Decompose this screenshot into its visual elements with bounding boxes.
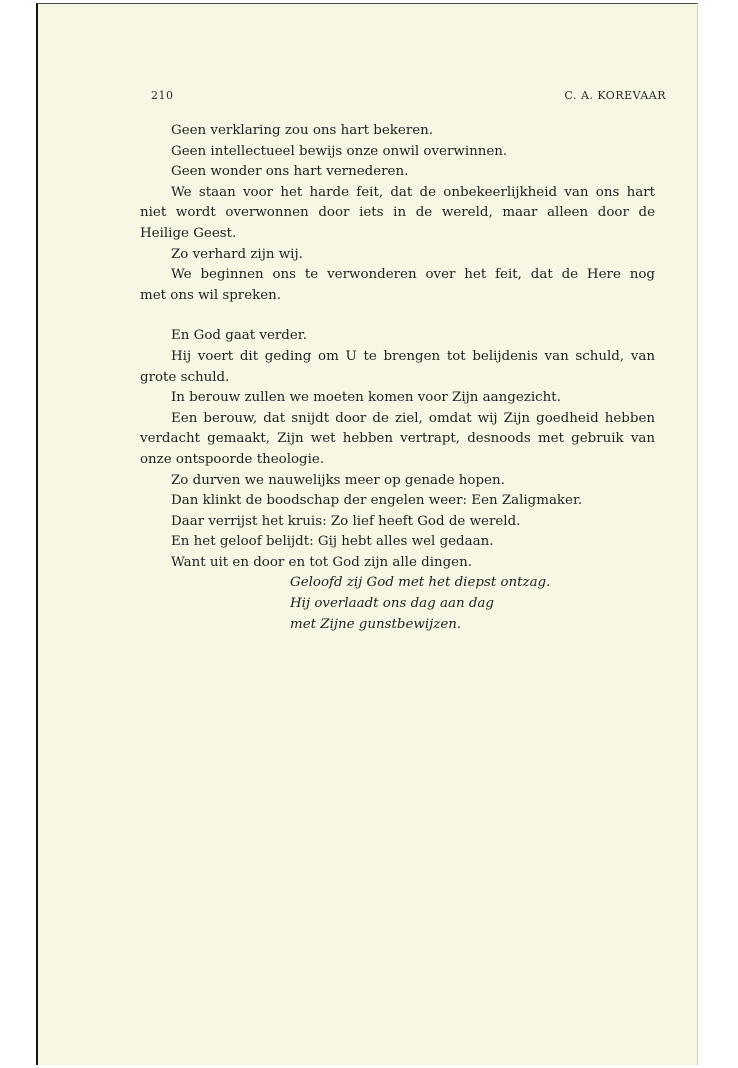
text-line: grote schuld. xyxy=(140,369,230,385)
text-line: Geen verklaring zou ons hart bekeren. xyxy=(171,123,434,138)
text-line: En het geloof belijdt: Gij hebt alles wel gedaan. xyxy=(171,534,494,550)
verse-line: met Zijne gunstbewijzen. xyxy=(290,616,462,632)
paragraph-block-1 xyxy=(140,121,655,306)
text-line: verdacht gemaakt, Zijn wet hebben vertrapt, desnoods met gebruik van xyxy=(140,431,655,447)
running-head-author: C. A. KOREVAAR xyxy=(564,89,666,102)
text-line: Heilige Geest. xyxy=(140,225,237,241)
paragraph-gap xyxy=(140,306,655,326)
running-header xyxy=(151,89,666,105)
text-line: niet wordt overwonnen door iets in de wereld, maar alleen door de xyxy=(140,205,655,221)
page-number: 210 xyxy=(151,89,174,102)
text-line: We beginnen ons te verwonderen over het feit, dat de Here nog xyxy=(171,267,655,283)
text-line: Hij voert dit geding om U te brengen tot belijdenis van schuld, van xyxy=(171,348,655,364)
text-line: Geen intellectueel bewijs onze onwil overwinnen. xyxy=(171,143,508,159)
text-line: Dan klinkt de boodschap der engelen weer: Een Zaligmaker. xyxy=(171,493,583,509)
verse-line: Hij overlaadt ons dag aan dag xyxy=(290,596,494,612)
text-line: Zo durven we nauwelijks meer op genade hopen. xyxy=(171,472,505,488)
text-line: Zo verhard zijn wij. xyxy=(171,246,303,262)
text-line: Geen wonder ons hart vernederen. xyxy=(171,164,409,180)
text-line: Want uit en door en tot God zijn alle dingen. xyxy=(171,554,472,570)
verse-block xyxy=(140,573,655,635)
text-line: In berouw zullen we moeten komen voor Zijn aangezicht. xyxy=(171,390,561,406)
text-line: Daar verrijst het kruis: Zo lief heeft God de wereld. xyxy=(171,513,521,529)
text-line: En God gaat verder. xyxy=(171,328,307,344)
text-line: met ons wil spreken. xyxy=(140,287,282,303)
paragraph-block-2 xyxy=(140,326,655,573)
text-line: Een berouw, dat snijdt door de ziel, omdat wij Zijn goedheid hebben xyxy=(171,410,655,426)
body-text xyxy=(140,121,655,635)
text-line: onze ontspoorde theologie. xyxy=(140,451,325,467)
verse-line: Geloofd zij God met het diepst ontzag. xyxy=(290,575,551,591)
text-line: We staan voor het harde feit, dat de onbekeerlijkheid van ons hart xyxy=(171,184,655,200)
book-page xyxy=(36,3,698,1065)
